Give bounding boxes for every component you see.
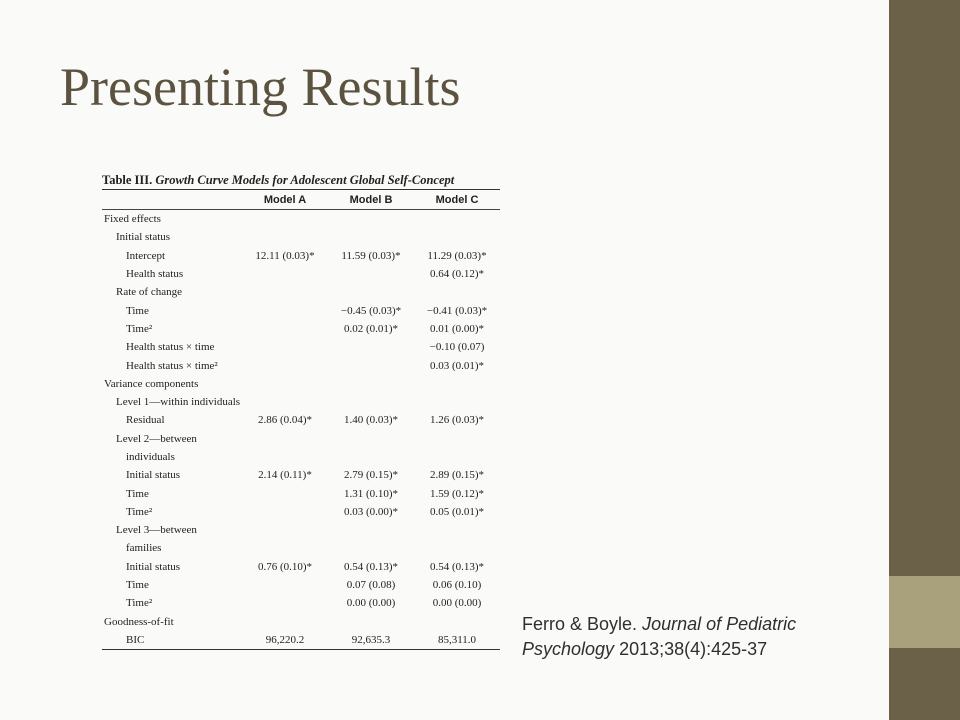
row-label: Level 3—between	[116, 524, 197, 537]
cell-model-c	[414, 228, 500, 246]
cell-model-a	[242, 393, 328, 411]
row-label: Time	[126, 304, 149, 317]
table-row	[102, 503, 500, 521]
sidebar-band-top	[889, 0, 960, 576]
results-table	[102, 189, 500, 650]
cell-model-c: 0.01 (0.00)*	[429, 322, 485, 335]
table-row	[102, 448, 500, 466]
row-label: Residual	[126, 414, 165, 427]
cell-model-c	[414, 375, 500, 393]
cell-model-b	[328, 265, 414, 283]
cell-model-b	[328, 375, 414, 393]
table-row	[102, 283, 500, 301]
cell-model-a	[242, 338, 328, 356]
table-row	[102, 466, 500, 484]
cell-model-a	[242, 228, 328, 246]
cell-model-c	[414, 283, 500, 301]
citation	[522, 612, 872, 662]
row-label: Intercept	[126, 249, 166, 262]
cell-model-b: 2.79 (0.15)*	[343, 469, 399, 482]
table-row	[102, 375, 500, 393]
cell-model-c	[414, 448, 500, 466]
cell-model-a	[242, 375, 328, 393]
column-header-label	[102, 190, 242, 210]
table-row	[102, 539, 500, 557]
cell-model-c: 11.29 (0.03)*	[427, 249, 487, 262]
row-label: Rate of change	[116, 286, 182, 299]
cell-model-c	[414, 210, 500, 229]
slide-title: Presenting Results	[60, 57, 461, 117]
row-label: Health status	[126, 268, 184, 281]
row-label: BIC	[126, 633, 145, 646]
table-row	[102, 228, 500, 246]
cell-model-a	[242, 265, 328, 283]
table-row	[102, 521, 500, 539]
cell-model-b: 0.54 (0.13)*	[343, 560, 399, 573]
cell-model-c: 0.05 (0.01)*	[429, 505, 485, 518]
table-row	[102, 247, 500, 265]
cell-model-c: −0.10 (0.07)	[429, 341, 485, 354]
cell-model-a: 0.76 (0.10)*	[257, 560, 313, 573]
cell-model-b: 0.02 (0.01)*	[343, 322, 399, 335]
cell-model-a	[242, 613, 328, 631]
citation-details: 2013;38(4):425-37	[619, 639, 768, 659]
row-label: Level 2—between	[116, 432, 197, 445]
row-label: Initial status	[126, 560, 181, 573]
cell-model-c: 2.89 (0.15)*	[429, 469, 485, 482]
cell-model-c	[414, 393, 500, 411]
table-row	[102, 558, 500, 576]
table-body	[102, 210, 500, 650]
cell-model-a	[242, 594, 328, 612]
cell-model-c	[414, 613, 500, 631]
row-label: Time²	[126, 505, 153, 518]
table-row	[102, 356, 500, 374]
row-label: Level 1—within individuals	[116, 396, 241, 409]
cell-model-b: 11.59 (0.03)*	[341, 249, 401, 262]
cell-model-a	[242, 283, 328, 301]
cell-model-a	[242, 448, 328, 466]
cell-model-c: 0.54 (0.13)*	[429, 560, 485, 573]
cell-model-b	[328, 283, 414, 301]
sidebar-band-accent	[889, 576, 960, 648]
cell-model-a	[242, 576, 328, 594]
cell-model-b: 92,635.3	[351, 633, 391, 646]
row-label: Time²	[126, 322, 153, 335]
sidebar-band-bottom	[889, 648, 960, 720]
cell-model-c: 0.00 (0.00)	[432, 597, 482, 610]
row-label: Health status × time²	[126, 359, 218, 372]
column-header-model-c: Model C	[435, 193, 479, 206]
cell-model-b	[328, 430, 414, 448]
table-caption-number: Table III.	[102, 173, 153, 187]
cell-model-b: 1.31 (0.10)*	[343, 487, 399, 500]
table-row	[102, 265, 500, 283]
cell-model-c: 0.03 (0.01)*	[429, 359, 485, 372]
cell-model-a	[242, 430, 328, 448]
cell-model-a	[242, 210, 328, 229]
cell-model-a	[242, 320, 328, 338]
cell-model-c: −0.41 (0.03)*	[426, 304, 488, 317]
cell-model-b: 0.00 (0.00)	[346, 597, 396, 610]
table-row	[102, 411, 500, 429]
row-label: families	[126, 542, 162, 555]
cell-model-c: 0.64 (0.12)*	[429, 268, 485, 281]
table-row	[102, 210, 500, 229]
cell-model-b	[328, 393, 414, 411]
table-row	[102, 484, 500, 502]
table-row	[102, 338, 500, 356]
table-row	[102, 576, 500, 594]
cell-model-a	[242, 539, 328, 557]
cell-model-c: 1.26 (0.03)*	[429, 414, 485, 427]
cell-model-a	[242, 301, 328, 319]
table-row	[102, 430, 500, 448]
cell-model-c	[414, 521, 500, 539]
row-label: Variance components	[104, 377, 199, 390]
cell-model-b	[328, 448, 414, 466]
citation-journal: Journal of Pediatric Psychology	[522, 614, 797, 659]
row-label: Time	[126, 579, 149, 592]
cell-model-b: −0.45 (0.03)*	[340, 304, 402, 317]
cell-model-a: 96,220.2	[265, 633, 305, 646]
cell-model-b	[328, 228, 414, 246]
table-row	[102, 320, 500, 338]
cell-model-b: 0.03 (0.00)*	[343, 505, 399, 518]
citation-authors: Ferro & Boyle.	[522, 614, 638, 634]
cell-model-b: 0.07 (0.08)	[346, 579, 396, 592]
cell-model-c: 0.06 (0.10)	[432, 579, 482, 592]
table-row	[102, 613, 500, 631]
table-row	[102, 594, 500, 612]
row-label: Initial status	[116, 231, 171, 244]
table-row	[102, 631, 500, 650]
row-label: Goodness-of-fit	[104, 615, 174, 628]
table-header-row	[102, 190, 500, 210]
column-header-model-a: Model A	[263, 193, 307, 206]
cell-model-b	[328, 338, 414, 356]
cell-model-b	[328, 521, 414, 539]
column-header-model-b: Model B	[349, 193, 393, 206]
row-label: Time	[126, 487, 149, 500]
cell-model-c: 1.59 (0.12)*	[429, 487, 485, 500]
cell-model-b	[328, 539, 414, 557]
cell-model-b	[328, 210, 414, 229]
row-label: Health status × time	[126, 341, 215, 354]
cell-model-c	[414, 430, 500, 448]
row-label: Fixed effects	[104, 213, 161, 226]
cell-model-b	[328, 613, 414, 631]
table-row	[102, 393, 500, 411]
row-label: individuals	[126, 451, 175, 463]
cell-model-c	[414, 539, 500, 557]
results-table-image	[102, 172, 500, 650]
cell-model-c: 85,311.0	[437, 633, 477, 646]
cell-model-a: 2.14 (0.11)*	[258, 469, 312, 482]
table-caption-title: Growth Curve Models for Adolescent Global Self-Concept	[155, 173, 455, 187]
cell-model-a: 12.11 (0.03)*	[255, 249, 315, 262]
cell-model-a	[242, 503, 328, 521]
table-row	[102, 301, 500, 319]
cell-model-a	[242, 521, 328, 539]
cell-model-b: 1.40 (0.03)*	[343, 414, 399, 427]
cell-model-a: 2.86 (0.04)*	[257, 414, 313, 427]
cell-model-a	[242, 484, 328, 502]
row-label: Time²	[126, 597, 153, 610]
cell-model-a	[242, 356, 328, 374]
row-label: Initial status	[126, 469, 181, 482]
cell-model-b	[328, 356, 414, 374]
table-caption	[102, 172, 500, 189]
